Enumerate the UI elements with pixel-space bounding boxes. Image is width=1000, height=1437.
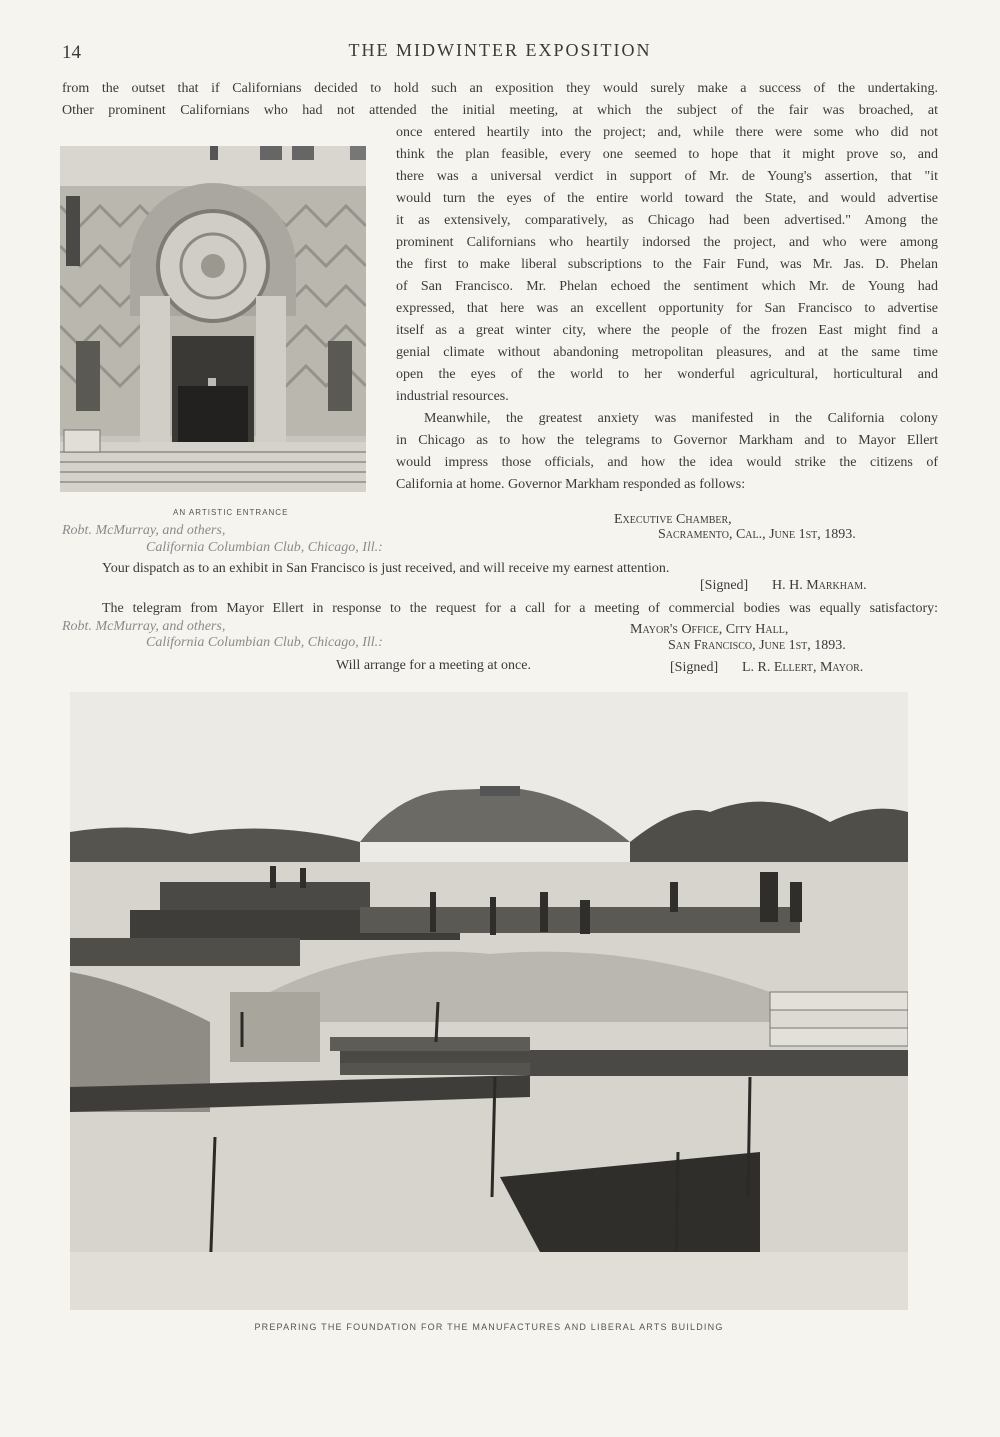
- column-line: prominent Californians who heartily indorsed the project, and who were among: [396, 235, 938, 250]
- column-line: itself as a great winter city, where the people of the frozen East might find a: [396, 323, 938, 338]
- column-line: the first to make liberal subscriptions to the Fair Fund, was Mr. Jas. D. Phelan: [396, 257, 938, 272]
- telegram2-signed-label: [Signed]: [670, 660, 719, 675]
- telegram2-signed-name: L. R. Ellert, Mayor.: [742, 660, 864, 675]
- column-line: of San Francisco. Mr. Phelan echoed the sentiment which Mr. de Young had: [396, 279, 938, 294]
- telegram1-club: California Columbian Club, Chicago, Ill.:: [146, 540, 383, 555]
- intro-line-2: Other prominent Californians who had not attended the initial meeting, at which the subject of the fair was broached, at: [62, 103, 938, 118]
- entrance-photo: [60, 146, 366, 492]
- column-line: genial climate without abandoning metropolitan pleasures, and at the same time: [396, 345, 938, 360]
- paragraph2-line: would impress those officials, and how the idea would strike the citizens of: [396, 455, 938, 470]
- telegram1-origin: Executive Chamber,: [614, 512, 732, 527]
- telegram2-message: Will arrange for a meeting at once.: [336, 658, 531, 673]
- paragraph2-line: California at home. Governor Markham responded as follows:: [396, 477, 746, 492]
- transition-line: The telegram from Mayor Ellert in response to the request for a call for a meeting of commercial bodies was equally satisfactory:: [102, 601, 938, 616]
- column-line: expressed, that here was an excellent opportunity for San Francisco to advertise: [396, 301, 938, 316]
- telegram1-signed-label: [Signed]: [700, 578, 749, 593]
- telegram2-club: California Columbian Club, Chicago, Ill.:: [146, 635, 383, 650]
- foundation-photo: [70, 692, 908, 1310]
- telegram1-signed-name: H. H. Markham.: [772, 578, 867, 593]
- foundation-caption: PREPARING THE FOUNDATION FOR THE MANUFACTURES AND LIBERAL ARTS BUILDING: [254, 1322, 724, 1332]
- telegram1-addressee: Robt. McMurray, and others,: [62, 523, 226, 538]
- intro-line-1: from the outset that if Californians decided to hold such an exposition they would surely make a success of the undertaking.: [62, 81, 938, 96]
- telegram2-place-date: San Francisco, June 1st, 1893.: [668, 638, 846, 653]
- column-line: open the eyes of the world to her wonderful agricultural, horticultural and: [396, 367, 938, 382]
- column-line: once entered heartily into the project; and, while there were some who did not: [396, 125, 938, 140]
- paragraph2-line: Meanwhile, the greatest anxiety was manifested in the California colony: [424, 411, 938, 426]
- column-line: there was a universal verdict in support of Mr. de Young's assertion, that "it: [396, 169, 938, 184]
- entrance-caption: AN ARTISTIC ENTRANCE: [173, 508, 289, 517]
- telegram1-message: Your dispatch as to an exhibit in San Francisco is just received, and will receive my earnest attention.: [102, 561, 670, 576]
- running-title: THE MIDWINTER EXPOSITION: [348, 40, 652, 60]
- telegram1-place-date: Sacramento, Cal., June 1st, 1893.: [658, 527, 856, 542]
- telegram2-origin: Mayor's Office, City Hall,: [630, 622, 789, 637]
- column-line: industrial resources.: [396, 389, 509, 404]
- right-column-text: [396, 122, 938, 496]
- column-line: think the plan feasible, every one seemed to hope that it might prove so, and: [396, 147, 938, 162]
- column-line: it as extensively, comparatively, as Chicago had been advertised." Among the: [396, 213, 938, 228]
- column-line: would turn the eyes of the entire world toward the State, and would advertise: [396, 191, 938, 206]
- telegram2-addressee: Robt. McMurray, and others,: [62, 619, 226, 634]
- page-number: 14: [62, 42, 81, 63]
- paragraph2-line: in Chicago as to how the telegrams to Governor Markham and to Mayor Ellert: [396, 433, 938, 448]
